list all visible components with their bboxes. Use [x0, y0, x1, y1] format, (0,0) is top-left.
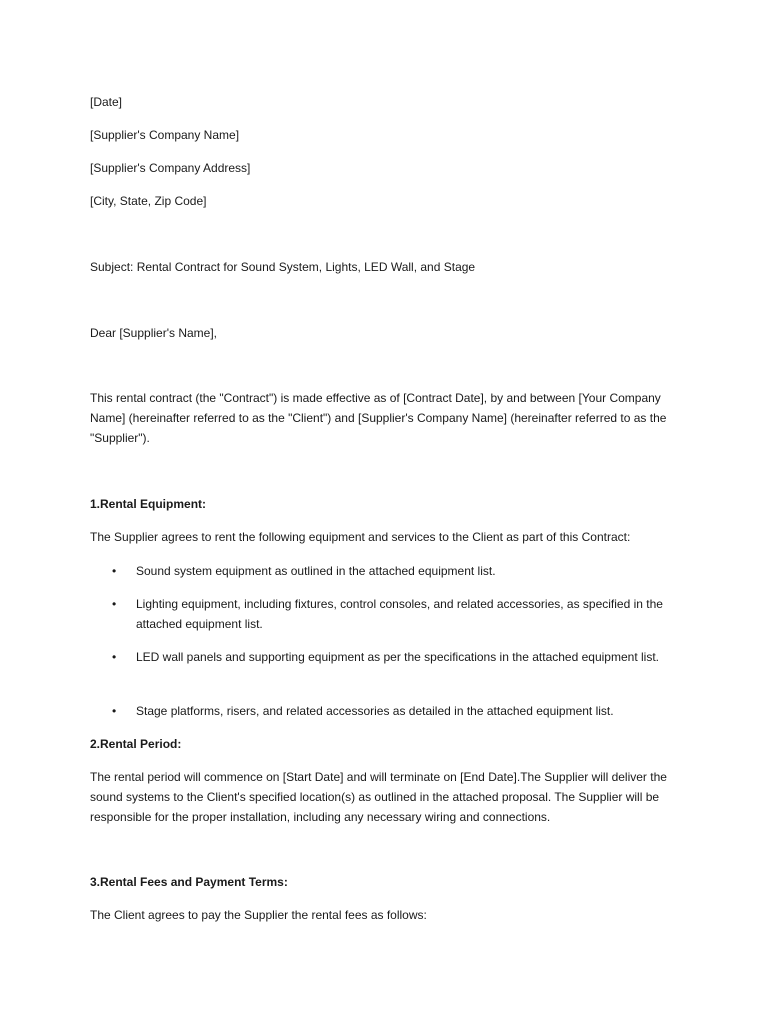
list-item	[90, 594, 668, 634]
list-item-text: Stage platforms, risers, and related accessories as detailed in the attached equipment list.	[136, 704, 614, 718]
section-1-lead: The Supplier agrees to rent the following equipment and services to the Client as part of this Contract:	[90, 530, 631, 544]
bullet-icon: •	[112, 650, 117, 664]
section-2-body: The rental period will commence on [Start Date] and will terminate on [End Date].The Supplier will deliver the sound systems to the Client's specified location(s) as outlined in the attached proposal. The Supplier will be responsible for the proper installation, including any necessary wiring and connections.	[90, 770, 667, 824]
bullet-icon: •	[112, 564, 117, 578]
supplier-company-address: [Supplier's Company Address]	[90, 161, 251, 175]
supplier-company-name: [Supplier's Company Name]	[90, 128, 240, 142]
bullet-icon: •	[112, 597, 117, 611]
salutation: Dear [Supplier's Name],	[90, 326, 218, 340]
list-item	[90, 647, 668, 667]
date-line: [Date]	[90, 95, 123, 109]
intro-paragraph: This rental contract (the "Contract") is made effective as of [Contract Date], by and between [Your Company Name] (hereinafter referred to as the "Client") and [Supplier's Company Name] (hereinafter referred to as the "Supplier").	[90, 391, 667, 445]
city-state-zip: [City, State, Zip Code]	[90, 194, 207, 208]
list-item	[90, 701, 668, 721]
list-item-text: Sound system equipment as outlined in the attached equipment list.	[136, 564, 496, 578]
section-1-heading: 1.Rental Equipment:	[90, 497, 207, 511]
section-3-body: The Client agrees to pay the Supplier the rental fees as follows:	[90, 908, 427, 922]
subject-line: Subject: Rental Contract for Sound System, Lights, LED Wall, and Stage	[90, 260, 476, 274]
list-item-text: Lighting equipment, including fixtures, control consoles, and related accessories, as specified in the attached equipment list.	[136, 597, 663, 631]
list-item	[90, 561, 668, 581]
bullet-icon: •	[112, 704, 117, 718]
section-3-heading: 3.Rental Fees and Payment Terms:	[90, 875, 288, 889]
list-item-text: LED wall panels and supporting equipment as per the specifications in the attached equipment list.	[136, 650, 659, 664]
section-2-heading: 2.Rental Period:	[90, 737, 182, 751]
